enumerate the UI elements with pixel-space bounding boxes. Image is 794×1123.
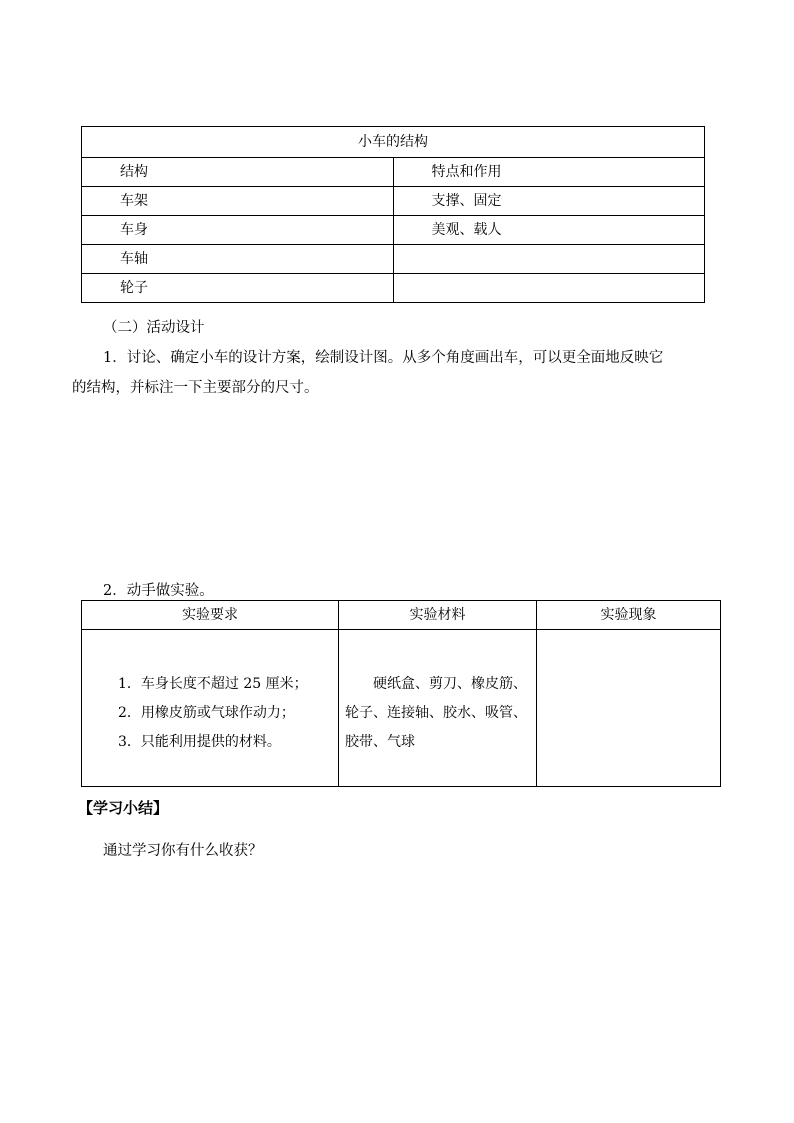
requirement-item: 2．用橡皮筋或气球作动力； (118, 705, 295, 721)
header-requirements: 实验要求 (82, 601, 339, 630)
table-row (82, 187, 705, 216)
feature-cell (393, 245, 705, 274)
summary-heading: 【学习小结】 (78, 799, 169, 817)
header-features: 特点和作用 (393, 158, 705, 187)
phenomenon-cell[interactable] (537, 630, 721, 787)
feature-cell: 支撑、固定 (393, 187, 705, 216)
materials-cell (339, 630, 537, 787)
item-2: 2．动手做实验。 (103, 583, 214, 599)
table-row (82, 274, 705, 303)
item-1-line-1: 1．讨论、确定小车的设计方案，绘制设计图。从多个角度画出车，可以更全面地反映它 (103, 350, 664, 366)
materials-line: 胶带、气球 (345, 734, 415, 750)
structure-cell: 车轴 (82, 245, 394, 274)
experiment-table (81, 600, 721, 787)
structure-cell: 车身 (82, 216, 394, 245)
car-structure-table (81, 126, 705, 303)
table-row (82, 245, 705, 274)
structure-cell: 车架 (82, 187, 394, 216)
feature-cell: 美观、载人 (393, 216, 705, 245)
section-heading: （二）活动设计 (103, 320, 205, 336)
structure-cell: 轮子 (82, 274, 394, 303)
requirement-item: 3．只能利用提供的材料。 (118, 734, 281, 750)
header-phenomenon: 实验现象 (537, 601, 721, 630)
header-materials: 实验材料 (339, 601, 537, 630)
table-title: 小车的结构 (82, 127, 705, 158)
requirement-item: 1．车身长度不超过 25 厘米； (118, 676, 308, 692)
table-row (82, 216, 705, 245)
item-1-line-2: 的结构，并标注一下主要部分的尺寸。 (72, 380, 319, 396)
feature-cell (393, 274, 705, 303)
materials-line: 轮子、连接轴、胶水、吸管、 (345, 705, 527, 721)
materials-line: 硬纸盒、剪刀、橡皮筋、 (345, 676, 527, 692)
summary-question: 通过学习你有什么收获？ (103, 843, 263, 859)
requirements-cell (82, 630, 339, 787)
header-structure: 结构 (82, 158, 394, 187)
